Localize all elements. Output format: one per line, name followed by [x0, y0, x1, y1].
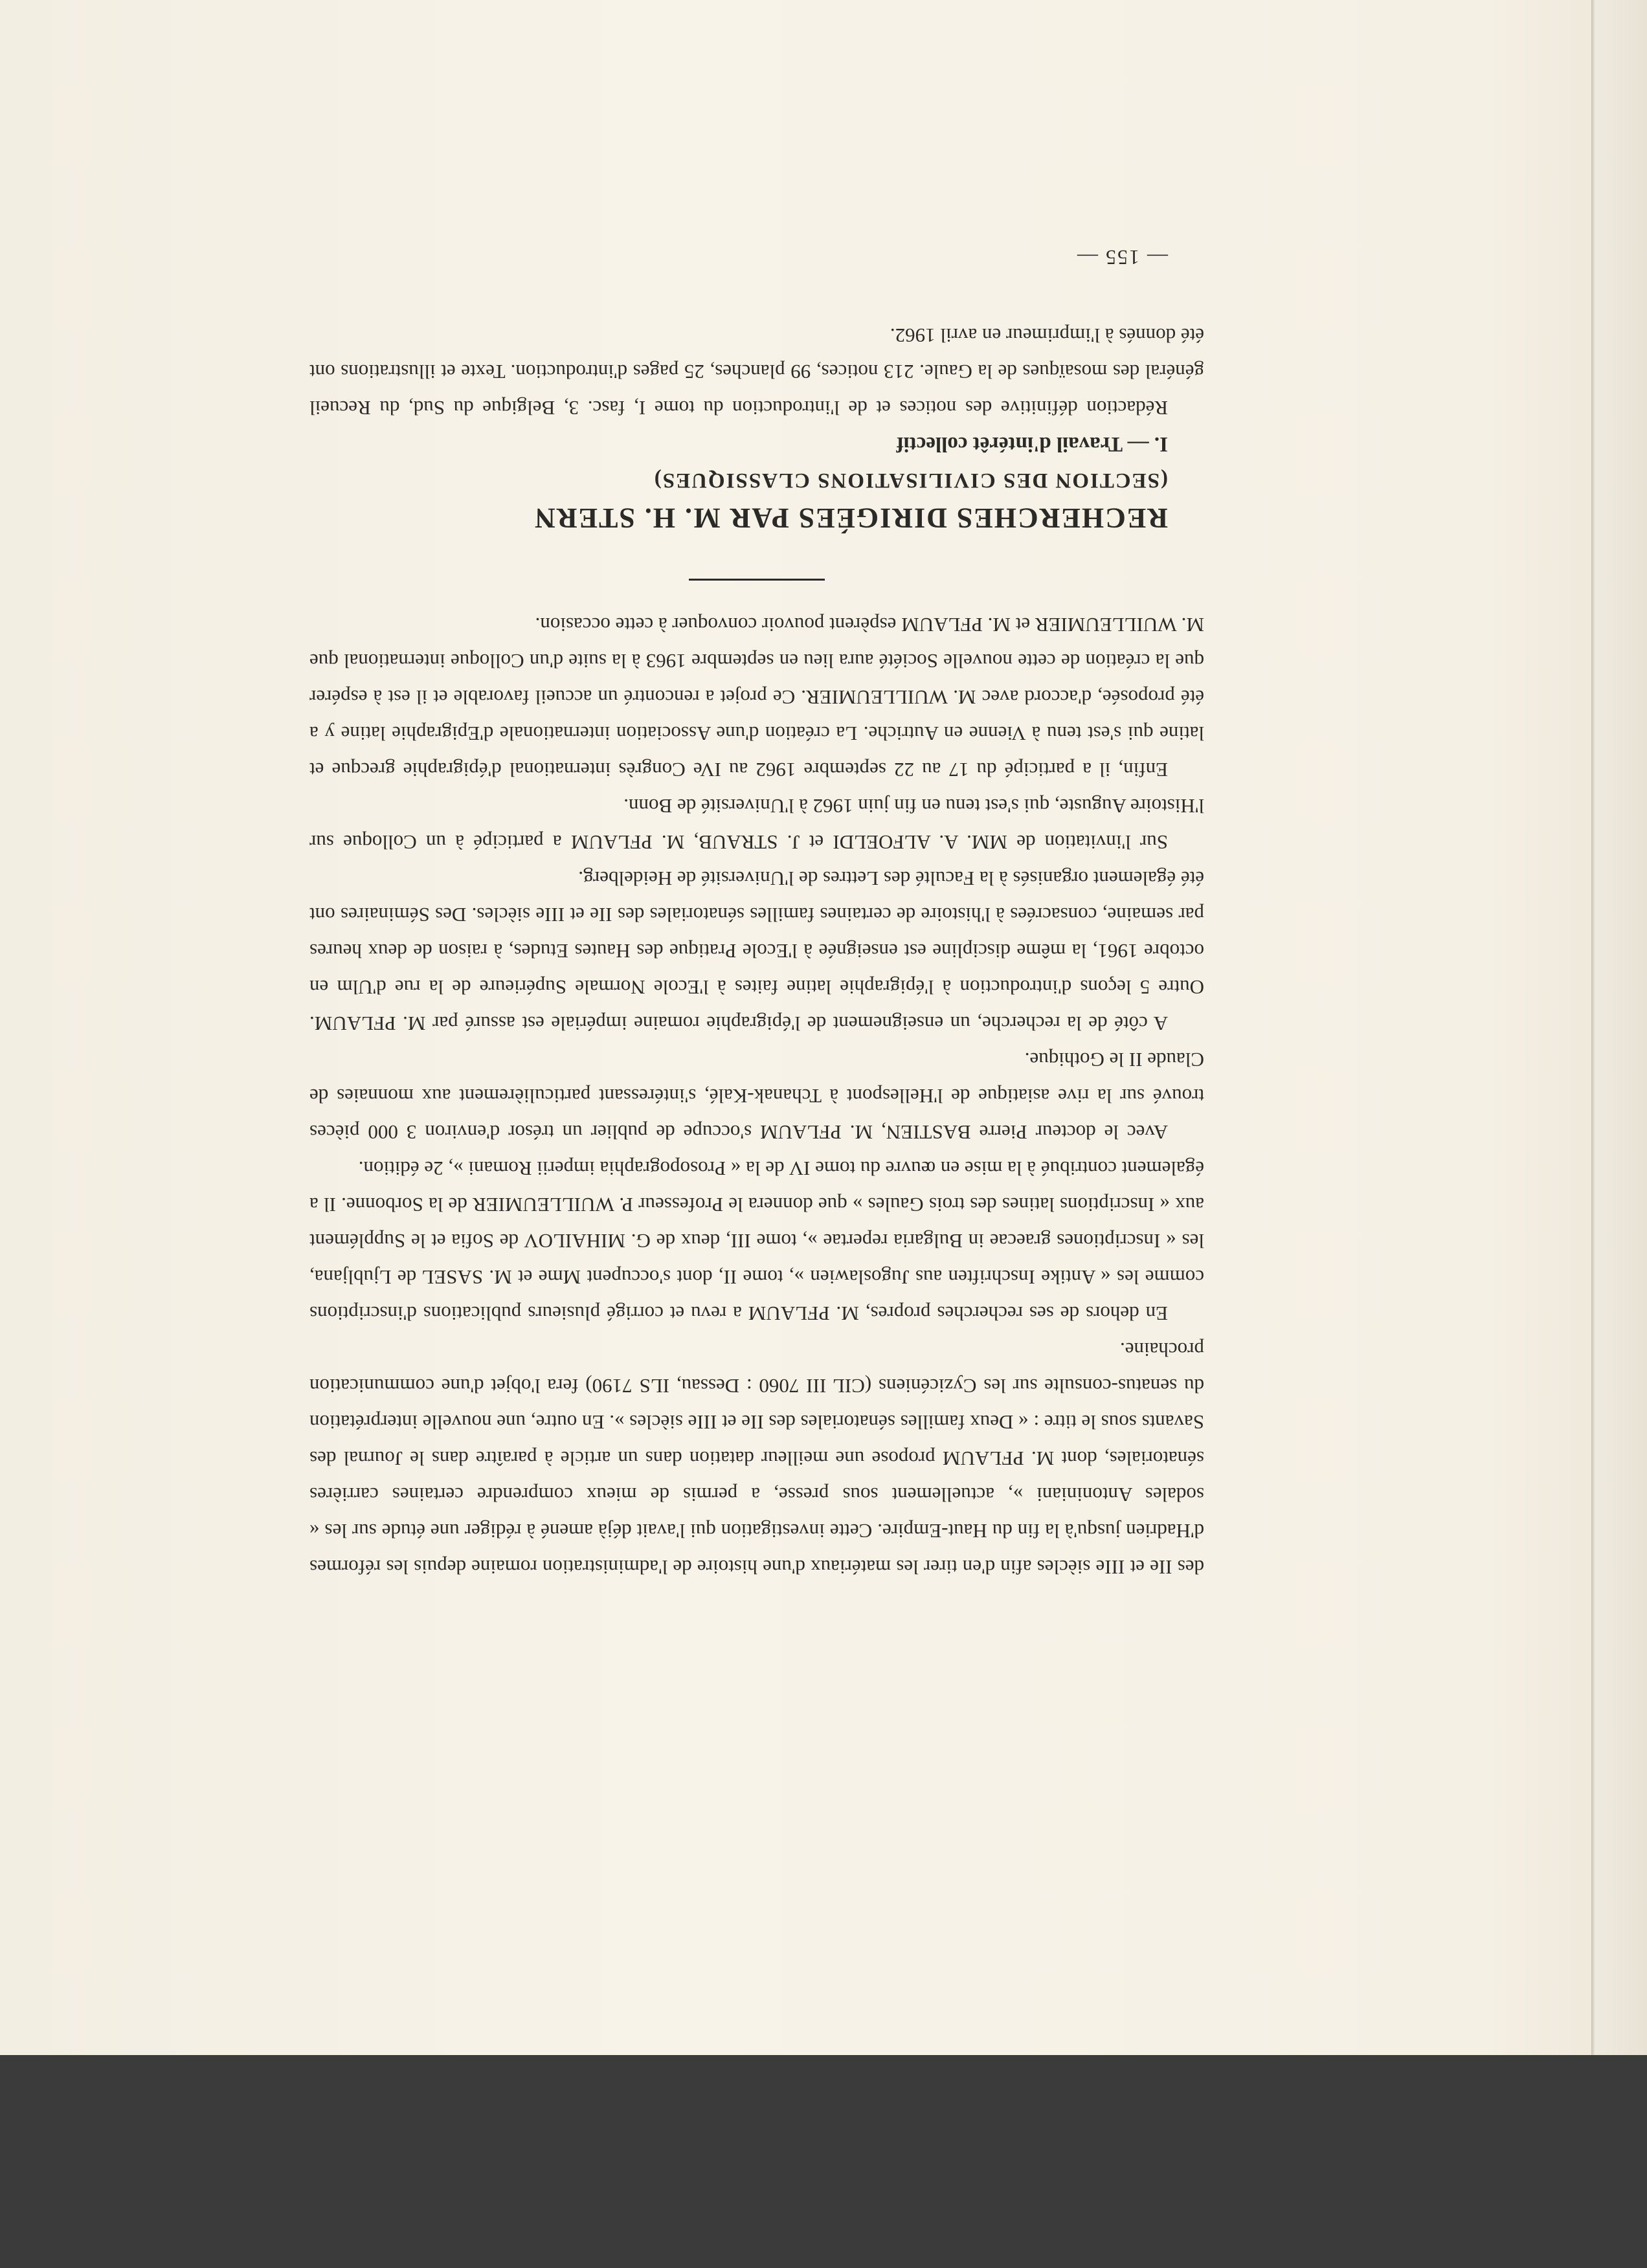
scanner-background: [0, 2055, 1647, 2268]
paragraph-2: En dehors de ses recherches propres, M. PFLAUM a revu et corrigé plusieurs publications d'inscriptions comme les « Antike Inschriften aus Jugoslawien », tome II, dont s'occupent Mme et M. SASEL de Ljubljana, les « Inscriptiones graecae in Bulgaria repertae », tome III, deux de G. MIHAILOV de Sofia et le Supplément aux « Inscriptions latines des trois Gaules » que donnera le Professeur P. WUILLEUMIER de la Sorbonne. Il a également contribué à la mise en œuvre du tome IV de la « Prosopographia imperii Romani », 2e édition.: [309, 1157, 1204, 1325]
paragraph-3: Avec le docteur Pierre BASTIEN, M. PFLAUM s'occupe de publier un trésor d'environ 3 000 pièces trouvé sur la rive asiatique de l'Hellespont à Tchanak-Kalé, s'intéressant particulièrement aux monnaies de Claude II le Gothique.: [309, 1049, 1204, 1144]
paragraph-4: A côté de la recherche, un enseignement de l'épigraphie romaine impériale est assuré par M. PFLAUM. Outre 5 leçons d'introduction à l'épigraphie latine faites à l'Ecole Normale Supérieure de la rue d'Ulm en octobre 1961, la même discipline est enseignée à l'Ecole Pratique des Hautes Etudes, à raison de deux heures par semaine, consacrées à l'histoire de certaines familles sénatoriales des IIe et IIIe siècles. Des Séminaires ont été également organisés à la Faculté des Lettres de l'Université de Heidelberg.: [309, 867, 1204, 1035]
paragraph-collective-work: Rédaction définitive des notices et de l'introduction du tome I, fasc. 3, Belgique du Sud, du Recueil général des mosaïques de la Gaule. 213 notices, 99 planches, 25 pages d'introduction. Texte et illustrations ont été donnés à l'imprimeur en avril 1962.: [309, 324, 1204, 419]
page-edge: [1591, 0, 1647, 2055]
section-rule: [689, 579, 825, 581]
paragraph-5: Sur l'invitation de MM. A. ALFOELDI et J. STRAUB, M. PFLAUM a participé à un Colloque sur l'Histoire Auguste, qui s'est tenu en fin juin 1962 à l'Université de Bonn.: [309, 795, 1204, 854]
paragraph-1: des IIe et IIIe siècles afin d'en tirer les matériaux d'une histoire de l'administration romaine depuis les réformes d'Hadrien jusqu'à la fin du Haut-Empire. Cette investigation qui l'avait déjà amené à rédiger une étude sur les « sodales Antoniniani », actuellement sous presse, a permis de mieux comprendre certaines carrières sénatoriales, dont M. PFLAUM propose une meilleur datation dans un article à paraître dans le Journal des Savants sous le titre : « Deux familles sénatoriales des IIe et IIIe siècles ». En outre, une nouvelle interprétation du senatus-consulte sur les Cyzicéniens (CIL III 7060 : Dessau, ILS 7190) fera l'objet d'une communication prochaine.: [309, 1339, 1204, 1579]
rotated-page-content: [309, 239, 1204, 1585]
paragraph-6: Enfin, il a participé du 17 au 22 septembre 1962 au IVe Congrès international d'épigraphie grecque et latine qui s'est tenu à Vienne en Autriche. La création d'une Association internationale d'Epigraphie latine y a été proposée, d'accord avec M. WUILLEUMIER. Ce projet a rencontré un accueil favorable et il est à espérer que la création de cette nouvelle Société aura lieu en septembre 1963 à la suite d'un Colloque international que M. WUILLEUMIER et M. PFLAUM espèrent pouvoir convoquer à cette occasion.: [309, 614, 1204, 781]
section-subtitle: (SECTION DES CIVILISATIONS CLASSIQUES): [653, 469, 1168, 492]
page-number: — 155 —: [1076, 246, 1168, 269]
section-title: RECHERCHES DIRIGÉES PAR M. H. STERN: [533, 502, 1168, 534]
subsection-heading: I. — Travail d'intérêt collectif: [896, 432, 1168, 456]
